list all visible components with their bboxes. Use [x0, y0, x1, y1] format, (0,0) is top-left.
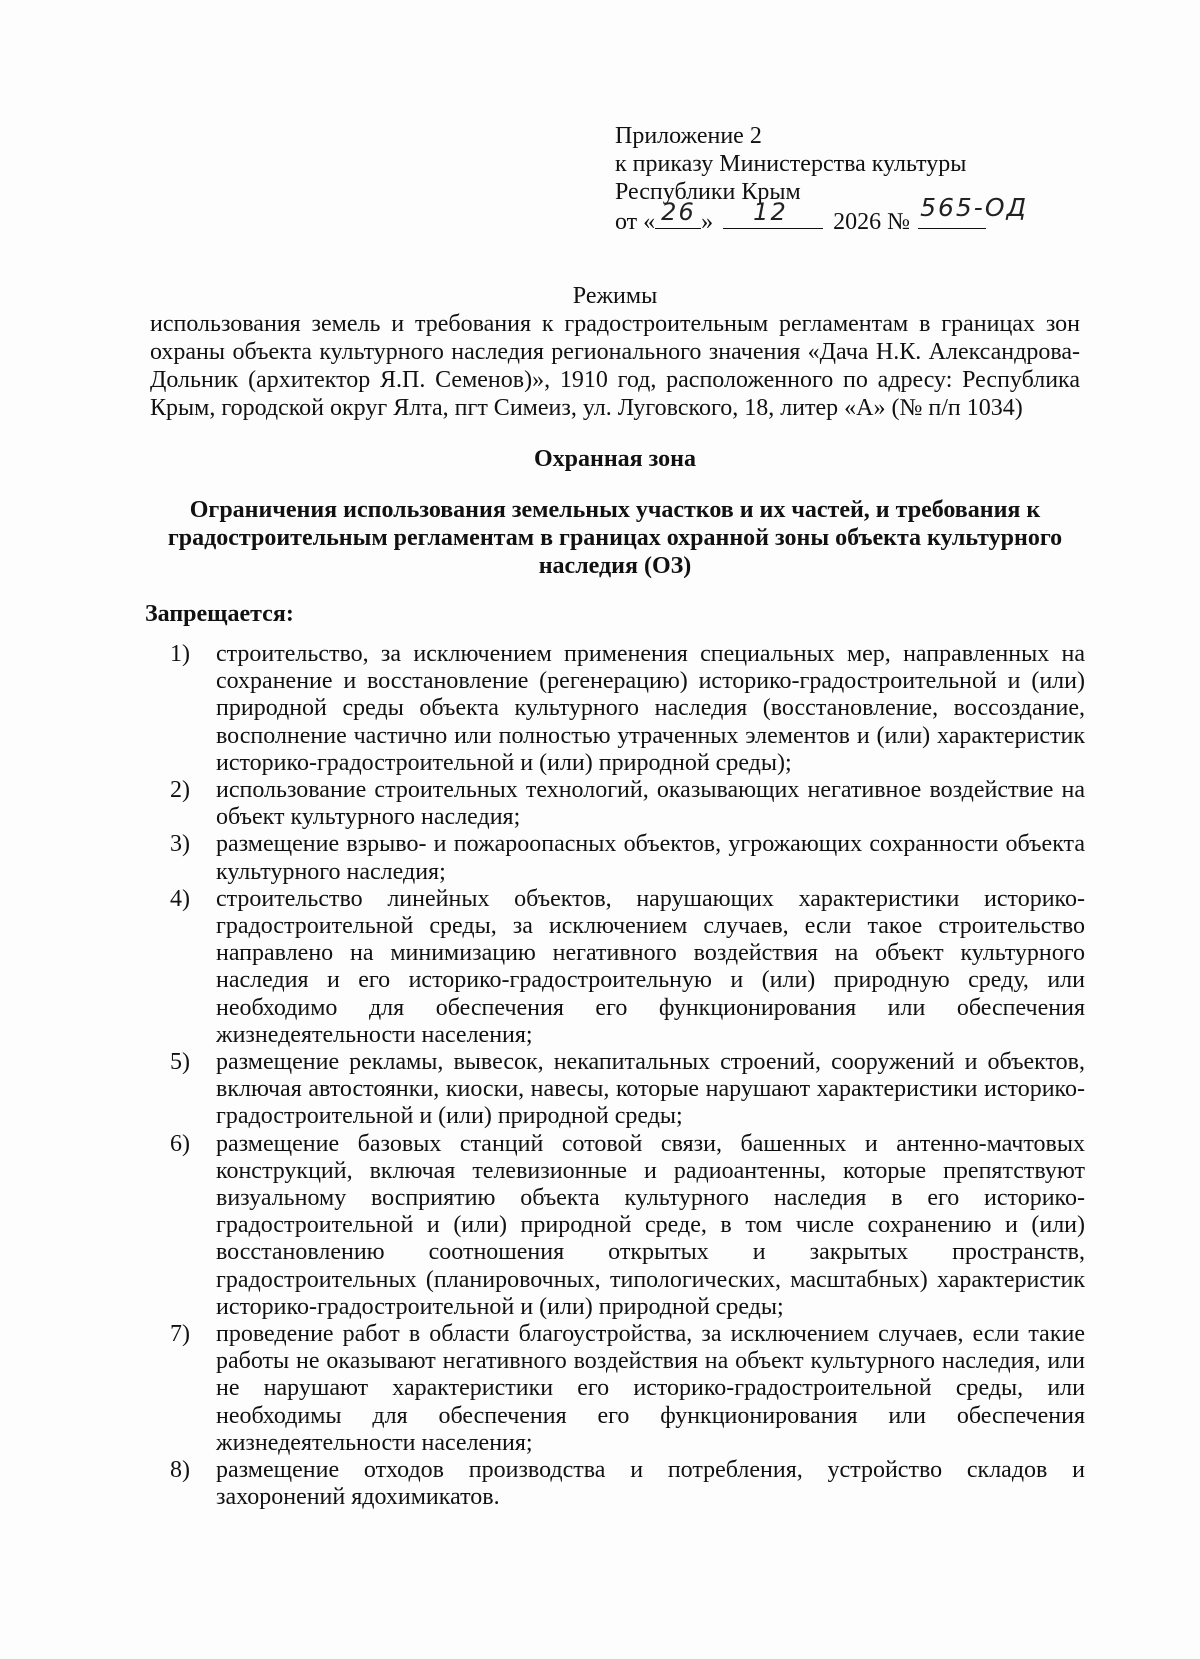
- item-number: 3): [170, 831, 190, 858]
- appendix-line-2: к приказу Министерства культуры: [615, 151, 967, 177]
- item-number: 6): [170, 1130, 190, 1157]
- item-text: размещение базовых станций сотовой связи, башенных и антенно-мачтовых конструкций, включая телевизионные и радиоантенны, которые препятствуют визуальному восприятию объекта культурного наследия в его историко-градостроительной и (или) природной среде, в том числе сохранению и (или) восстановлению соотношения открытых и закрытых пространств, градостроительных (планировочных, типологических, масштабных) характеристик историко-градостроительной и (или) природной среды;: [216, 1130, 1085, 1320]
- item-number: 8): [170, 1457, 190, 1484]
- document-title: [150, 282, 1080, 422]
- date-prefix: от «: [615, 209, 656, 235]
- list-item: [170, 831, 1085, 885]
- handwritten-day: 26: [661, 198, 696, 226]
- prohibitions-list: [170, 641, 1085, 1512]
- appendix-line-1: Приложение 2: [615, 123, 762, 149]
- item-number: 1): [170, 641, 190, 667]
- restrictions-heading: Ограничения использования земельных участков и их частей, и требования к градостроительным регламентам в границах охранной зоны объекта культурного наследия (ОЗ): [167, 497, 1063, 579]
- date-mid: »: [701, 209, 714, 235]
- appendix-line-3: Республики Крым: [615, 179, 801, 205]
- zone-heading: Охранная зона: [534, 446, 696, 472]
- item-text: размещение отходов производства и потребления, устройство складов и захоронений ядохимикатов.: [216, 1457, 1085, 1511]
- handwritten-number: 565-ОД: [920, 193, 1029, 222]
- item-number: 4): [170, 885, 190, 912]
- item-text: размещение рекламы, вывесок, некапитальных строений, сооружений и объектов, включая автостоянки, киоски, навесы, которые нарушают характеристики историко-градостроительной и (или) природной среды;: [216, 1049, 1085, 1130]
- list-item: [170, 886, 1085, 1049]
- appendix-date-line: [615, 193, 1085, 235]
- month-blank: [723, 198, 823, 229]
- list-item: [170, 1321, 1085, 1457]
- handwritten-month: 12: [753, 198, 788, 226]
- list-item: [170, 1131, 1085, 1321]
- item-text: проведение работ в области благоустройства, за исключением случаев, если такие работы не оказывают негативного воздействия на объект культурного наследия, или не нарушают характеристики его историко-градостроительной среды, или необходимы для обеспечения его функционирования или обеспечения жизнедеятельности населения;: [216, 1321, 1085, 1456]
- list-item: [170, 1049, 1085, 1131]
- year-label: 2026 №: [833, 209, 911, 235]
- title-heading: Режимы: [572, 283, 658, 309]
- list-item: [170, 777, 1085, 831]
- number-blank: [918, 193, 1029, 229]
- item-text: строительство, за исключением применения специальных мер, направленных на сохранение и восстановление (регенерацию) историко-градостроительной и (или) природной среды объекта культурного наследия (восстановление, воссоздание, восполнение частично или полностью утраченных элементов и (или) характеристик историко-градостроительной и (или) природной среды);: [216, 641, 1085, 776]
- prohibited-heading: Запрещается:: [145, 601, 294, 627]
- item-text: строительство линейных объектов, нарушающих характеристики историко-градостроительной среды, за исключением случаев, если такое строительство направлено на минимизацию негативного воздействия на объект культурного наследия и его историко-градостроительную и (или) природную среду, или необходимо для обеспечения его функционирования или обеспечения жизнедеятельности населения;: [216, 885, 1085, 1048]
- item-number: 5): [170, 1049, 190, 1076]
- item-text: размещение взрыво- и пожароопасных объектов, угрожающих сохранности объекта культурного наследия;: [216, 831, 1085, 885]
- title-text: использования земель и требования к градостроительным регламентам в границах зон охраны объекта культурного наследия регионального значения «Дача Н.К. Александрова-Дольник (архитектор Я.П. Семенов)», 1910 год, расположенного по адресу: Республика Крым, городской округ Ялта, пгт Симеиз, ул. Луговского, 18, литер «А» (№ п/п 1034): [150, 311, 1080, 421]
- item-number: 2): [170, 777, 190, 804]
- appendix-block: [615, 122, 1085, 234]
- item-number: 7): [170, 1321, 190, 1348]
- list-item: [170, 1457, 1085, 1511]
- item-text: использование строительных технологий, оказывающих негативное воздействие на объект культурного наследия;: [216, 777, 1085, 831]
- list-item: [170, 641, 1085, 777]
- day-blank: [655, 198, 701, 229]
